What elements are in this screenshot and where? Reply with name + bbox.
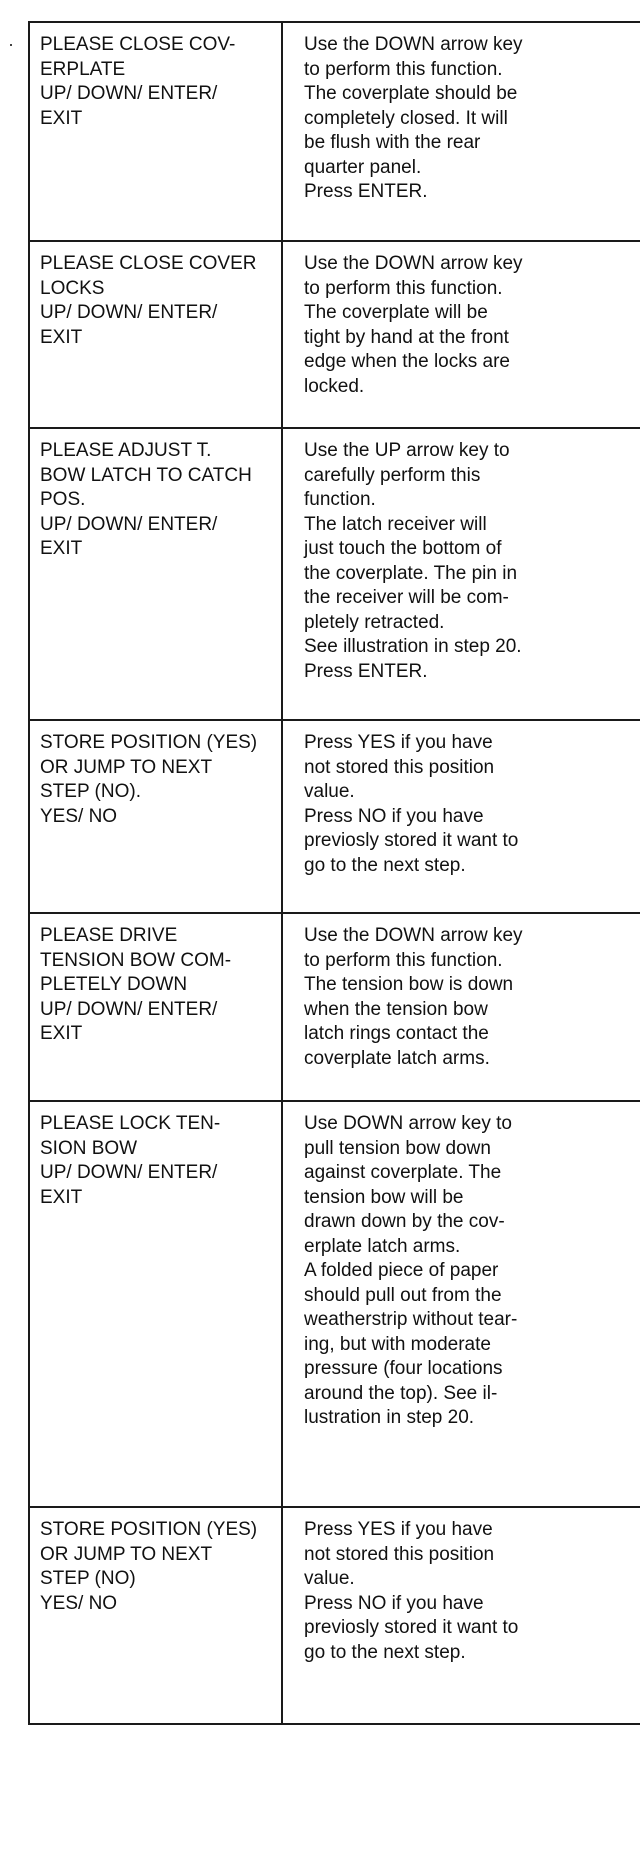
table-row <box>29 720 640 913</box>
instruction-cell: Use the DOWN arrow key to perform this function. The tension bow is down when the tension bow latch rings contact the coverplate latch arms. <box>282 913 640 1101</box>
stray-mark <box>10 44 12 46</box>
display-prompt-cell: PLEASE DRIVE TENSION BOW COM- PLETELY DOWN UP/ DOWN/ ENTER/ EXIT <box>29 913 282 1101</box>
instruction-cell: Use the DOWN arrow key to perform this function. The coverplate should be completely closed. It will be flush with the rear quarter panel. Press ENTER. <box>282 22 640 241</box>
display-prompt-cell: STORE POSITION (YES) OR JUMP TO NEXT STEP (NO). YES/ NO <box>29 720 282 913</box>
display-prompt-cell: PLEASE CLOSE COVER LOCKS UP/ DOWN/ ENTER/ EXIT <box>29 241 282 428</box>
display-prompt-cell: PLEASE CLOSE COV- ERPLATE UP/ DOWN/ ENTER/ EXIT <box>29 22 282 241</box>
display-prompt-cell: PLEASE ADJUST T. BOW LATCH TO CATCH POS. UP/ DOWN/ ENTER/ EXIT <box>29 428 282 720</box>
table-row <box>29 241 640 428</box>
instruction-cell: Use DOWN arrow key to pull tension bow down against coverplate. The tension bow will be drawn down by the cov- erplate latch arms. A folded piece of paper should pull out from the weatherstrip without tear- ing, but with moderate pressure (four locations around the top). See il- lustration in step 20. <box>282 1101 640 1507</box>
display-prompt-cell: STORE POSITION (YES) OR JUMP TO NEXT STEP (NO) YES/ NO <box>29 1507 282 1724</box>
display-prompt-cell: PLEASE LOCK TEN- SION BOW UP/ DOWN/ ENTER/ EXIT <box>29 1101 282 1507</box>
table-row <box>29 428 640 720</box>
table-row <box>29 22 640 241</box>
instruction-cell: Use the UP arrow key to carefully perform this function. The latch receiver will just touch the bottom of the coverplate. The pin in the receiver will be com- pletely retracted. See illustration in step 20. Press ENTER. <box>282 428 640 720</box>
table-row <box>29 1101 640 1507</box>
steps-table <box>28 21 640 1725</box>
instruction-cell: Press YES if you have not stored this position value. Press NO if you have previosly stored it want to go to the next step. <box>282 1507 640 1724</box>
instruction-cell: Use the DOWN arrow key to perform this function. The coverplate will be tight by hand at the front edge when the locks are locked. <box>282 241 640 428</box>
table-row <box>29 1507 640 1724</box>
table-row <box>29 913 640 1101</box>
instruction-cell: Press YES if you have not stored this position value. Press NO if you have previosly stored it want to go to the next step. <box>282 720 640 913</box>
